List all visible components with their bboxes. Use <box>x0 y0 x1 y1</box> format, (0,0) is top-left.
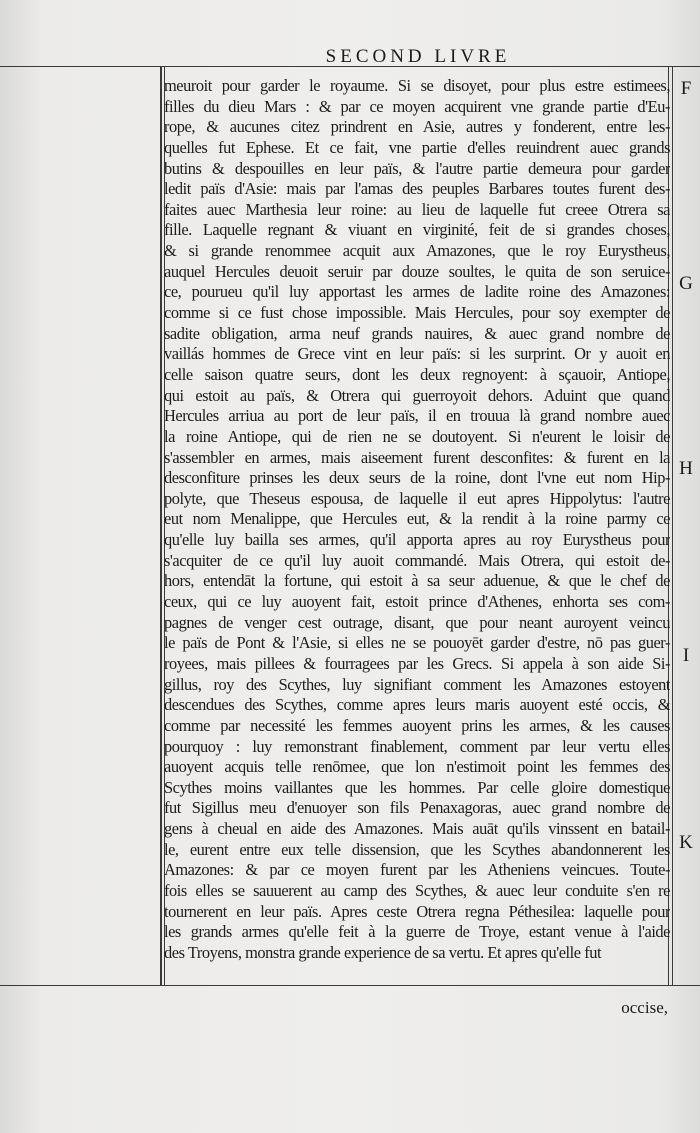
text-line: fut Sigillus meu d'enuoyer son fils Penaxagoras, auec grand nombre de <box>164 798 670 818</box>
text-line: le païs de Pont & l'Asie, si elles ne se pouoyēt garder d'estre, nō pas guer- <box>164 633 670 653</box>
footer-rule <box>0 985 700 986</box>
text-line: quelles fut Ephese. Et ce fait, vne partie d'elles reuindrent auec grands <box>164 137 670 157</box>
text-line: meuroit pour garder le royaume. Si se disoyet, pour plus estre estimees, <box>164 76 670 95</box>
text-line: comme si ce fust chose impossible. Mais Hercules, pour soy exempter de <box>164 303 670 323</box>
text-line: sadite obligation, arma neuf grands nauires, & auec grand nombre de <box>164 323 670 343</box>
text-line: & si grande renommee acquit aux Amazones, que le roy Eurystheus, <box>164 241 670 261</box>
text-line: Scythes moins vaillantes que les hommes. Par celle gloire domestique <box>164 777 670 797</box>
catchword: occise, <box>621 998 668 1017</box>
text-line: royees, mais pillees & fourragees par les Grecs. Si appela à son aide Si- <box>164 653 670 673</box>
text-line: gillus, roy des Scythes, luy signifiant comment les Amazones estoyent <box>164 674 670 694</box>
text-line: le, eurent entre eux telle dissension, que les Scythes abandonnerent les <box>164 839 670 859</box>
text-line: les grands armes qu'elle feit à la guerre de Troye, estant venue à l'aide <box>164 922 670 942</box>
left-margin-rule <box>160 66 162 986</box>
text-line: fille. Laquelle regnant & viuant en virginité, feit de si grandes choses, <box>164 220 670 240</box>
text-line: Hercules arriua au port de leur païs, il en trouua là grand nombre auec <box>164 406 670 426</box>
text-line: auoyent acquis telle renōmee, que lon n'estimoit point les femmes des <box>164 757 670 777</box>
body-text <box>164 76 670 964</box>
text-line: faites auec Marthesia leur roine: au lieu de laquelle fut creee Otrera sa <box>164 199 670 219</box>
margin-marker-g: G <box>679 273 693 294</box>
text-line: Amazones: & par ce moyen furent par les Atheniens veincues. Toute- <box>164 860 670 880</box>
text-line: descendues des Scythes, comme apres leurs maris auoyent esté occis, & <box>164 695 670 715</box>
text-line: ceux, qui ce luy auoyent fait, estoit prince d'Athenes, enhorta ses com- <box>164 592 670 612</box>
text-line: pourquoy : luy remonstrant finablement, comment par leur vertu elles <box>164 736 670 756</box>
margin-marker-f: F <box>680 78 692 99</box>
text-line: desconfiture prinses les deux seurs de la roine, dont l'vne eut nom Hip- <box>164 468 670 488</box>
text-line: des Troyens, monstra grande experience de sa vertu. Et apres qu'elle fut <box>164 942 602 962</box>
text-line: celle saison quatre seurs, dont les deux regnoyent: à sçauoir, Antiope, <box>164 364 670 384</box>
text-line: tournerent en leur païs. Apres ceste Otrera regna Péthesilea: laquelle pour <box>164 901 670 921</box>
text-line: la roine Antiope, qui de rien ne se doutoyent. Si n'eurent le loisir de <box>164 426 670 446</box>
text-line: hors, entendāt la fortune, qui estoit à sa seur aduenue, & que le chef de <box>164 571 670 591</box>
text-line: s'assembler en armes, mais aiseement furent desconfites: & furent en la <box>164 447 670 467</box>
text-line: fois elles se sauuerent au camp des Scythes, & auec leur conduite s'en re <box>164 880 670 900</box>
margin-marker-h: H <box>679 458 693 479</box>
margin-marker-i: I <box>682 645 690 666</box>
text-line: ledit païs d'Asie: mais par l'amas des peuples Barbares toutes furent des- <box>164 179 670 199</box>
text-line: s'acquiter de ce qu'il luy auoit commandé. Mais Otrera, qui estoit de- <box>164 550 670 570</box>
text-line: filles du dieu Mars : & par ce moyen acquirent vne grande partie d'Eu- <box>164 96 670 116</box>
text-line: rope, & aucunes citez prindrent en Asie, autres y fonderent, entre les- <box>164 117 670 137</box>
right-margin-rule-inner <box>672 66 673 986</box>
text-line: butins & despouilles en leur païs, & l'autre partie demeura pour garder <box>164 158 670 178</box>
text-line: gens à cheual en aide des Amazones. Mais auāt qu'ils vinssent en batail- <box>164 819 670 839</box>
text-line: comme par necessité les femmes auoyent prins les armes, & les causes <box>164 715 670 735</box>
text-line: ce, pourueu qu'il luy apportast les armes de ladite roine des Amazones: <box>164 282 670 302</box>
text-line: polyte, que Theseus espousa, de laquelle il eut apres Hippolytus: l'autre <box>164 488 670 508</box>
text-line: pagnes de venger cest outrage, disant, que pour neant auroyent veincu <box>164 612 670 632</box>
text-line: qu'elle luy bailla ses armes, qu'il apporta apres au roy Eurystheus pour <box>164 530 670 550</box>
text-line: eut nom Menalippe, que Hercules eut, & la rendit à la roine parmy ce <box>164 509 670 529</box>
text-line: qui estoit au païs, & Otrera qui guerroyoit dehors. Aduint que quand <box>164 385 670 405</box>
margin-marker-k: K <box>679 832 693 853</box>
running-header: SECOND LIVRE <box>325 46 511 67</box>
text-line: auquel Hercules deuoit seruir par douze soultes, le quita de son seruice- <box>164 261 670 281</box>
text-line: vaillás hommes de Grece vint en leur païs: si les surprint. Or y auoit en <box>164 344 670 364</box>
